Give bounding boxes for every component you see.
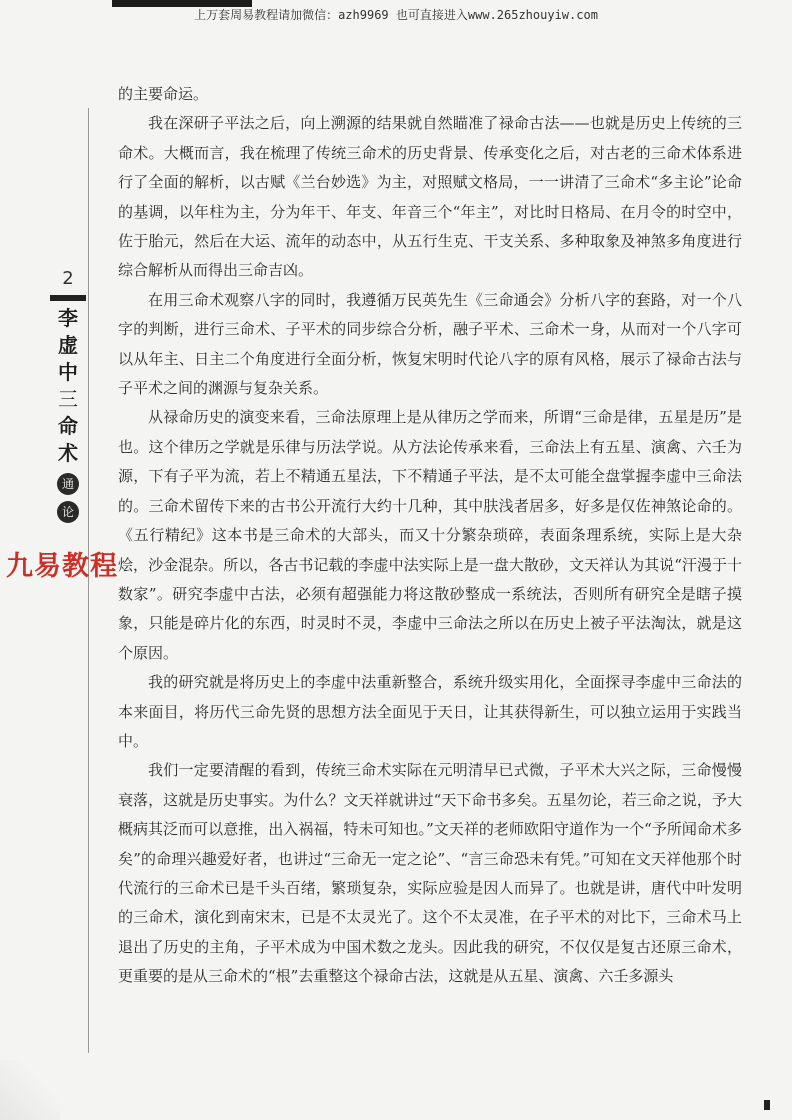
title-char: 中 — [58, 360, 78, 384]
book-title-vertical — [48, 305, 88, 467]
page-body — [118, 80, 742, 992]
page-number: 2 — [62, 268, 74, 289]
title-char: 李 — [58, 306, 78, 330]
title-char: 命 — [58, 414, 78, 438]
title-char: 虚 — [58, 333, 78, 357]
paragraph: 在用三命术观察八字的同时，我遵循万民英先生《三命通会》分析八字的套路，对一个八字的判断，进行三命术、子平术的同步综合分析，融子平术、三命术一身，从而对一个八字可以从年主、日主二个角度进行全面分析，恢复宋明时代论八字的原有风格，展示了禄命古法与子平术之间的渊源与复杂关系。 — [118, 290, 742, 398]
circle-badge-tong: 通 — [57, 473, 79, 495]
paragraph: 我们一定要清醒的看到，传统三命术实际在元明清早已式微，子平术大兴之际，三命慢慢衰落，这就是历史事实。为什么？文天祥就讲过“天下命书多矣。五星勿论，若三命之说，予大概病其泛而可以意推，出入祸福，特未可知也。”文天祥的老师欧阳守道作为一个“予所闻命术多矣”的命理兴趣爱好者，也讲过“三命无一定之论”、“言三命恐未有凭。”可知在文天祥他那个时代流行的三命术已是千头百绪，繁琐复杂，实际应验是因人而异了。也就是讲，唐代中叶发明的三命术，演化到南宋末，已是不太灵光了。这个不太灵准，在子平术的对比下，三命术马上退出了历史的主角，子平术成为中国术数之龙头。因此我的研究，不仅仅是复古还原三命术，更重要的是从三命术的“根”去重整这个禄命古法，这就是从五星、演禽、六壬多源头 — [118, 761, 742, 986]
title-char: 术 — [58, 441, 78, 465]
title-char: 三 — [58, 387, 78, 411]
paragraph: 我的研究就是将历史上的李虚中法重新整合，系统升级实用化，全面探寻李虚中三命法的本来面目，将历代三命先贤的思想方法全面见于天日，让其获得新生，可以独立运用于实践当中。 — [118, 673, 742, 750]
paragraph: 的主要命运。 — [118, 85, 209, 103]
circle-badge-lun: 论 — [57, 501, 79, 523]
sidebar-bar — [50, 295, 86, 301]
sidebar-running-head — [48, 268, 88, 523]
paragraph: 我在深研子平法之后，向上溯源的结果就自然瞄准了禄命古法——也就是历史上传统的三命术。大概而言，我在梳理了传统三命术的历史背景、传承变化之后，对古老的三命术体系进行了全面的解析，以古赋《兰台妙选》为主，对照赋文格局，一一讲清了三命术“多主论”论命的基调，以年柱为主，分为年干、年支、年音三个“年主”，对比时日格局、在月令的时空中，佐于胎元，然后在大运、流年的动态中，从五行生克、干支关系、多种取象及神煞多角度进行综合解析从而得出三命吉凶。 — [118, 114, 742, 280]
scan-shadow — [0, 1060, 60, 1120]
paragraph: 从禄命历史的演变来看，三命法原理上是从律历之学而来，所谓“三命是律，五星是历”是也。这个律历之学就是乐律与历法学说。从方法论传承来看，三命法上有五星、演禽、六壬为源，下有子平为流，若上不精通五星法，下不精通子平法，是不太可能全盘掌握李虚中三命法的。三命术留传下来的古书公开流行大约十几种，其中肤浅者居多，好多是仅佐神煞论命的。《五行精纪》这本书是三命术的大部头，而又十分繁杂琐碎，表面条理系统，实际上是大杂烩，沙金混杂。所以，各古书记载的李虚中法实际上是一盘大散砂，文天祥认为其说“汗漫于十数家”。研究李虚中古法，必须有超强能力将这散砂整成一系统法，否则所有研究全是瞎子摸象，只能是碎片化的东西，时灵时不灵，李虚中三命法之所以在历史上被子平法淘汰，就是这个原因。 — [118, 408, 742, 662]
header-banner: 上万套周易教程请加微信：azh9969 也可直接进入www.265zhouyiw.com — [194, 8, 598, 22]
scan-corner-mark — [764, 1100, 770, 1110]
watermark-logo: 九易教程 — [6, 551, 118, 582]
